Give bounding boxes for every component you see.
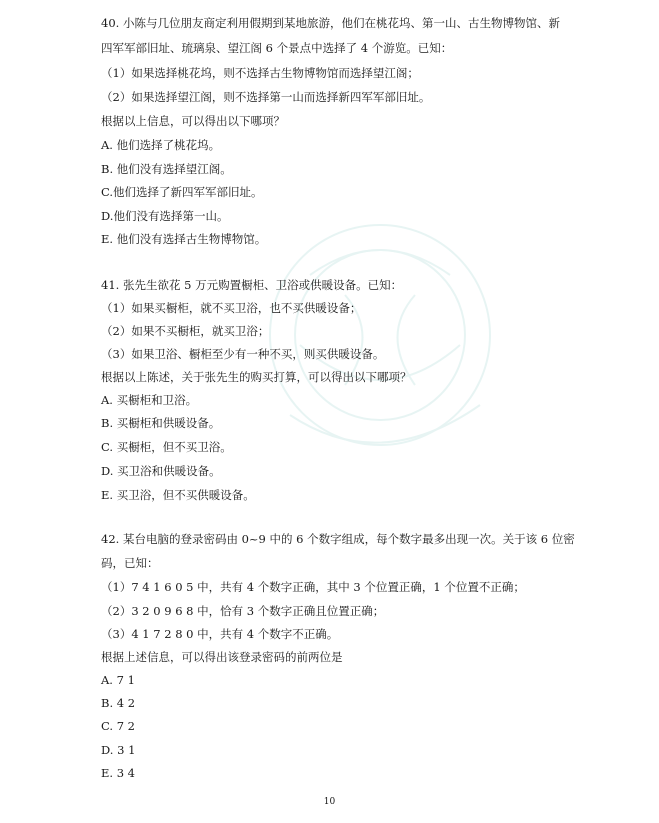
question-41-condition-3: （3）如果卫浴、橱柜至少有一种不买，则买供暖设备。 — [101, 347, 385, 361]
question-42-condition-1: （1）7 4 1 6 0 5 中，共有 4 个数字正确，其中 3 个位置正确，1 个位置不正确； — [101, 580, 525, 594]
page-number: 10 — [323, 797, 336, 807]
question-42-stem-line-2: 码，已知： — [101, 556, 159, 570]
question-40-option-c: C.他们选择了新四军军部旧址。 — [101, 185, 263, 199]
question-40-option-e: E. 他们没有选择古生物博物馆。 — [101, 232, 267, 246]
question-41-condition-2: （2）如果不买橱柜，就买卫浴； — [101, 324, 270, 338]
question-40-condition-1: （1）如果选择桃花坞，则不选择古生物博物馆而选择望江阁； — [101, 66, 419, 80]
question-40-condition-2: （2）如果选择望江阁，则不选择第一山而选择新四军军部旧址。 — [101, 90, 431, 104]
question-41-prompt: 根据以上陈述，关于张先生的购买打算，可以得出以下哪项？ — [101, 370, 412, 384]
question-40-option-a: A. 他们选择了桃花坞。 — [101, 138, 221, 152]
question-41-condition-1: （1）如果买橱柜，就不买卫浴，也不买供暖设备； — [101, 301, 362, 315]
watermark-logo — [250, 185, 510, 485]
question-40-option-d: D.他们没有选择第一山。 — [101, 209, 229, 223]
question-40-stem-line-1: 40. 小陈与几位朋友商定利用假期到某地旅游，他们在桃花坞、第一山、古生物博物馆、新 — [101, 16, 560, 30]
question-42-condition-2: （2）3 2 0 9 6 8 中，恰有 3 个数字正确且位置正确； — [101, 604, 385, 618]
question-42-option-e: E. 3 4 — [101, 766, 135, 780]
question-41-option-c: C. 买橱柜，但不买卫浴。 — [101, 440, 232, 454]
question-42-prompt: 根据上述信息，可以得出该登录密码的前两位是 — [101, 650, 343, 664]
question-42-option-b: B. 4 2 — [101, 696, 136, 710]
question-40-prompt: 根据以上信息，可以得出以下哪项？ — [101, 114, 285, 128]
question-42-option-d: D. 3 1 — [101, 743, 136, 757]
question-40-option-b: B. 他们没有选择望江阁。 — [101, 162, 232, 176]
question-41-option-d: D. 买卫浴和供暖设备。 — [101, 464, 221, 478]
question-41-stem-line-1: 41. 张先生欲花 5 万元购置橱柜、卫浴或供暖设备。已知： — [101, 278, 403, 292]
question-42-option-c: C. 7 2 — [101, 719, 135, 733]
question-42-condition-3: （3）4 1 7 2 8 0 中，共有 4 个数字不正确。 — [101, 627, 339, 641]
question-41-option-b: B. 买橱柜和供暖设备。 — [101, 416, 221, 430]
question-42-option-a: A. 7 1 — [101, 673, 135, 687]
question-41-option-a: A. 买橱柜和卫浴。 — [101, 393, 198, 407]
question-41-option-e: E. 买卫浴，但不买供暖设备。 — [101, 488, 255, 502]
question-40-stem-line-2: 四军军部旧址、琉璃泉、望江阁 6 个景点中选择了 4 个游览。已知： — [101, 41, 453, 55]
question-42-stem-line-1: 42. 某台电脑的登录密码由 0~9 中的 6 个数字组成，每个数字最多出现一次。关于该 6 位密 — [101, 532, 575, 546]
